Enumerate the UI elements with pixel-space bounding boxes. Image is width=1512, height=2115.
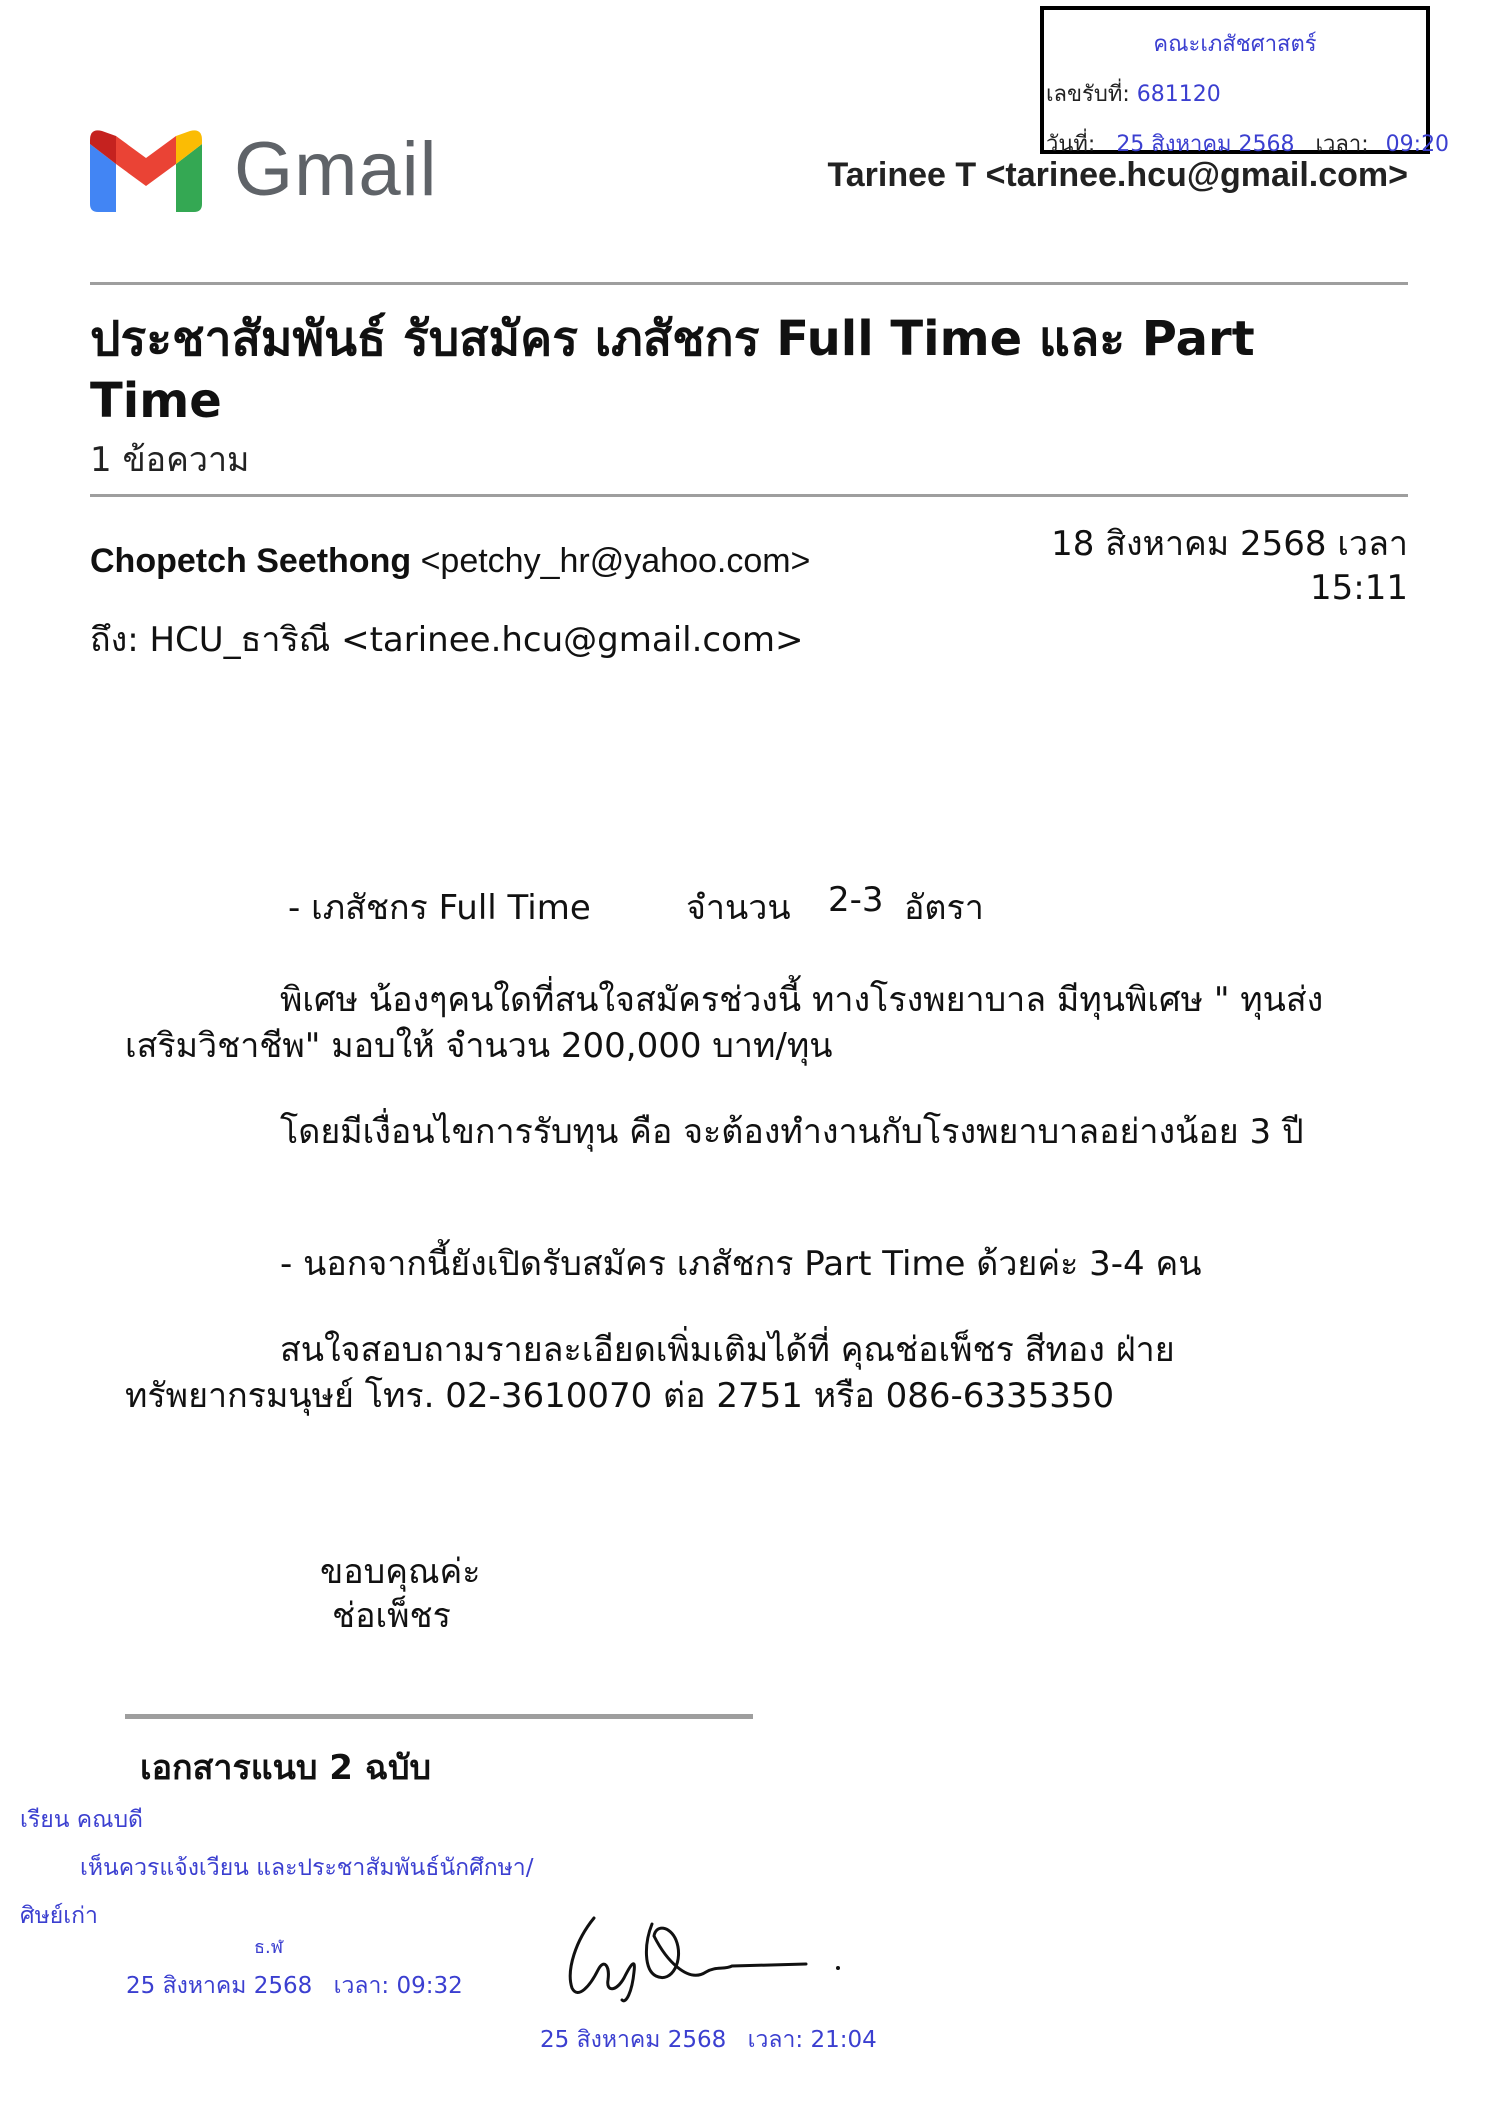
approval-time-label: เวลา: <box>747 2027 804 2053</box>
annotation-initials: ธ.ฬ <box>254 1937 284 1958</box>
stamp-receive-row <box>1046 76 1221 111</box>
annotation-date-row <box>126 1968 463 2004</box>
annotation-line: เห็นควรแจ้งเวียน และประชาสัมพันธ์นักศึกษา/ <box>80 1855 534 1881</box>
email-subject: ประชาสัมพันธ์ รับสมัคร เภสัชกร Full Time และ Part Time <box>90 311 1255 429</box>
divider <box>90 494 1408 497</box>
annotation-time-label: เวลา: <box>333 1973 390 1999</box>
sender-email: <petchy_hr@yahoo.com> <box>420 542 811 580</box>
quantity-label: จำนวน <box>686 888 791 928</box>
stamp-receive-label: เลขรับที่: <box>1046 82 1130 107</box>
special-offer-line: พิเศษ น้องๆคนใดที่สนใจสมัครช่วงนี้ ทางโรงพยาบาล มีทุนพิเศษ " ทุนส่ง <box>280 980 1324 1020</box>
sender-line <box>90 542 810 581</box>
account-email: Tarinee T <tarinee.hcu@gmail.com> <box>827 156 1408 194</box>
approval-date: 25 สิงหาคม 2568 <box>540 2027 727 2053</box>
position-label: - เภสัชกร Full Time <box>288 888 591 928</box>
sender-name: Chopetch Seethong <box>90 542 412 580</box>
thanks-text: ขอบคุณค่ะ <box>320 1552 481 1592</box>
stamp-date: 25 สิงหาคม 2568 <box>1116 132 1295 157</box>
sent-date-line: 18 สิงหาคม 2568 เวลา <box>1051 524 1408 564</box>
sent-date <box>1008 522 1408 610</box>
annotation-line: ศิษย์เก่า <box>20 1903 98 1929</box>
gmail-wordmark: Gmail <box>234 127 438 212</box>
stamp-time-label: เวลา: <box>1315 132 1369 157</box>
annotation-time: 09:32 <box>396 1973 463 1999</box>
received-stamp <box>1040 6 1450 157</box>
annotation-date: 25 สิงหาคม 2568 <box>126 1973 313 1999</box>
stamp-date-label: วันที่: <box>1046 132 1096 157</box>
quantity-unit: อัตรา <box>904 888 984 928</box>
divider <box>90 282 1408 285</box>
approval-time: 21:04 <box>810 2027 877 2053</box>
stamp-receive-number: 681120 <box>1136 82 1221 107</box>
special-offer-line: เสริมวิชาชีพ" มอบให้ จำนวน 200,000 บาท/ทุน <box>125 1026 833 1066</box>
condition-line: โดยมีเงื่อนไขการรับทุน คือ จะต้องทำงานกับโรงพยาบาลอย่างน้อย 3 ปี <box>280 1112 1304 1152</box>
annotation-line: เรียน คณบดี <box>20 1807 143 1833</box>
attachments-count: เอกสารแนบ 2 ฉบับ <box>140 1748 432 1788</box>
quantity-value: 2-3 <box>828 880 884 920</box>
message-count: 1 ข้อความ <box>90 440 250 480</box>
signoff-name: ช่อเพ็ชร <box>332 1596 451 1636</box>
approval-date-row <box>540 2022 877 2058</box>
attachment-divider <box>125 1714 753 1719</box>
gmail-logo-icon <box>90 128 202 212</box>
signature-icon <box>556 1900 856 2010</box>
stamp-office: คณะเภสัชศาสตร์ <box>1153 32 1317 57</box>
stamp-time: 09:20 <box>1385 132 1450 157</box>
contact-line: ทรัพยากรมนุษย์ โทร. 02-3610070 ต่อ 2751 หรือ 086-6335350 <box>125 1376 1115 1416</box>
recipient-line: ถึง: HCU_ธาริณี <tarinee.hcu@gmail.com> <box>90 620 804 660</box>
contact-line: สนใจสอบถามรายละเอียดเพิ่มเติมได้ที่ คุณช่อเพ็ชร สีทอง ฝ่าย <box>280 1330 1175 1370</box>
part-time-line: - นอกจากนี้ยังเปิดรับสมัคร เภสัชกร Part Time ด้วยค่ะ 3-4 คน <box>280 1244 1202 1284</box>
sent-time-line: 15:11 <box>1310 568 1408 608</box>
